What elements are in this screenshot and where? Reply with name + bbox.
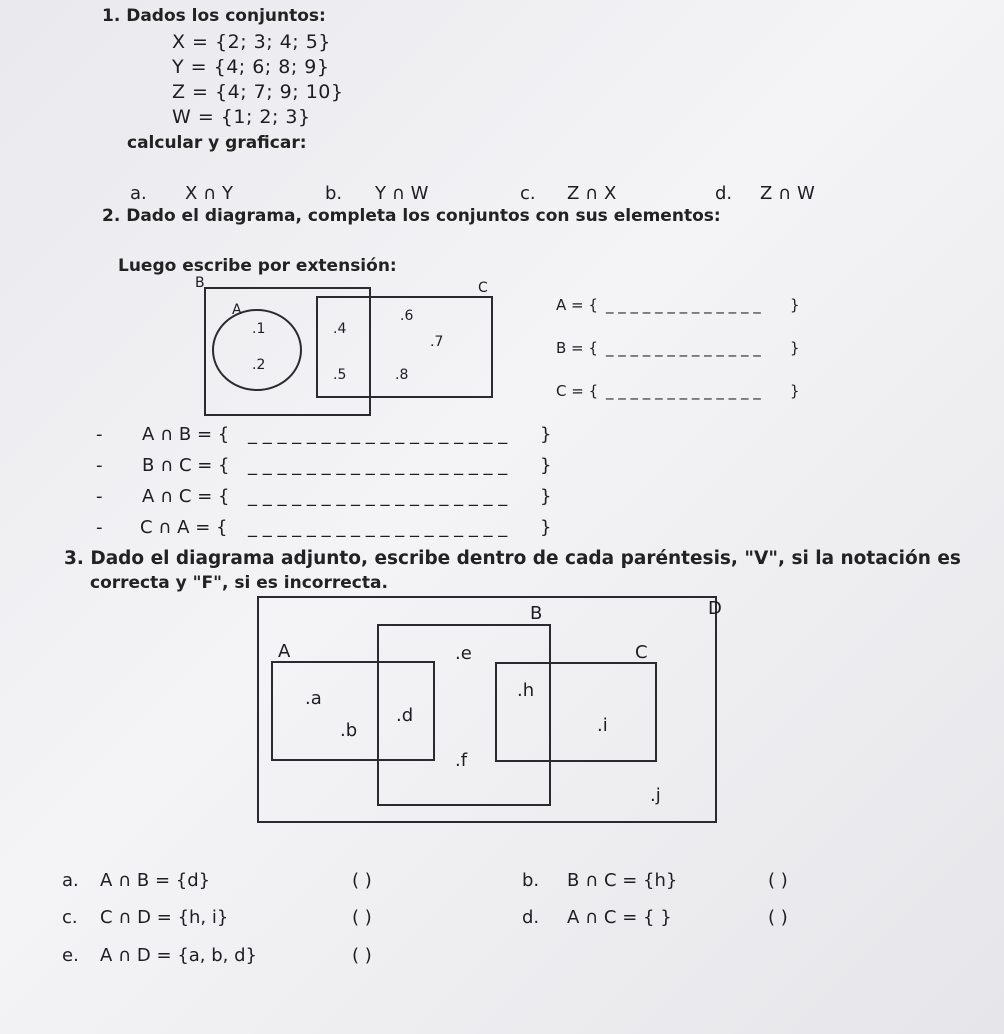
q1-item-c-expr: Z ∩ X	[567, 183, 617, 204]
venn3-label-a: A	[278, 641, 291, 662]
venn-label-a: A	[232, 302, 242, 318]
op-dash: -	[96, 424, 103, 445]
op-dash: -	[96, 455, 103, 476]
q1-item-a-expr: X ∩ Y	[185, 183, 233, 204]
set-w: W = {1; 2; 3}	[172, 106, 311, 128]
venn3-element: .i	[597, 715, 608, 736]
venn3-element: .e	[455, 643, 472, 664]
q3-heading-line1: 3. Dado el diagrama adjunto, escribe dentro de cada paréntesis, "V", si la notación es	[64, 548, 961, 569]
venn-element: .5	[333, 367, 347, 383]
venn3-element: .j	[650, 785, 661, 806]
venn-label-c: C	[478, 280, 488, 296]
venn3-element: .a	[305, 688, 322, 709]
venn3-element: .d	[396, 705, 414, 726]
venn3-label-b: B	[530, 603, 543, 624]
q1-item-d-letter: d.	[715, 183, 733, 204]
venn3-element: .f	[455, 750, 468, 771]
venn-element: .8	[395, 367, 409, 383]
op-blank[interactable]: _ _ _ _ _ _ _ _ _ _ _ _ _ _ _ _ _ _	[248, 424, 508, 445]
venn-label-b: B	[195, 275, 205, 291]
set-b-blank-line[interactable]: _ _ _ _ _ _ _ _ _ _ _ _ _	[606, 339, 761, 357]
op-expr: A ∩ B = {	[142, 424, 230, 445]
venn-element: .2	[252, 357, 266, 373]
set-c-blank-line[interactable]: _ _ _ _ _ _ _ _ _ _ _ _ _	[606, 382, 761, 400]
op-dash: -	[96, 486, 103, 507]
op-blank[interactable]: _ _ _ _ _ _ _ _ _ _ _ _ _ _ _ _ _ _	[248, 455, 508, 476]
set-a-blank-line[interactable]: _ _ _ _ _ _ _ _ _ _ _ _ _	[606, 296, 761, 314]
q1-item-a-letter: a.	[130, 183, 147, 204]
stmt-a-letter: a.	[62, 870, 79, 891]
op-blank[interactable]: _ _ _ _ _ _ _ _ _ _ _ _ _ _ _ _ _ _	[248, 486, 508, 507]
stmt-c-expr: C ∩ D = {h, i}	[100, 907, 229, 928]
set-z: Z = {4; 7; 9; 10}	[172, 81, 344, 103]
venn-element: .1	[252, 321, 266, 337]
op-blank[interactable]: _ _ _ _ _ _ _ _ _ _ _ _ _ _ _ _ _ _	[248, 517, 508, 538]
set-a-blank-close: }	[790, 296, 800, 314]
q1-item-d-expr: Z ∩ W	[760, 183, 815, 204]
stmt-a-expr: A ∩ B = {d}	[100, 870, 211, 891]
q2-heading: 2. Dado el diagrama, completa los conjuntos con sus elementos:	[102, 206, 721, 226]
q1-item-c-letter: c.	[520, 183, 536, 204]
set-a-blank-label: A = {	[556, 296, 598, 314]
stmt-c-letter: c.	[62, 907, 78, 928]
stmt-b-paren[interactable]: ( )	[768, 870, 788, 891]
set-b-blank-label: B = {	[556, 339, 598, 357]
venn-element: .6	[400, 308, 414, 324]
set-c-blank-label: C = {	[556, 382, 599, 400]
op-dash: -	[96, 517, 103, 538]
stmt-b-expr: B ∩ C = {h}	[567, 870, 678, 891]
venn3-element: .b	[340, 720, 358, 741]
venn3-label-d: D	[708, 598, 722, 619]
op-close: }	[540, 455, 552, 476]
stmt-d-letter: d.	[522, 907, 540, 928]
set-b-rect	[205, 288, 370, 415]
q1-item-b-expr: Y ∩ W	[375, 183, 429, 204]
q2-subheading: Luego escribe por extensión:	[118, 256, 397, 276]
stmt-e-expr: A ∩ D = {a, b, d}	[100, 945, 257, 966]
op-close: }	[540, 424, 552, 445]
set-d-rect	[258, 597, 716, 822]
q1-heading: 1. Dados los conjuntos:	[102, 6, 326, 26]
stmt-e-letter: e.	[62, 945, 79, 966]
stmt-c-paren[interactable]: ( )	[352, 907, 372, 928]
op-expr: A ∩ C = {	[142, 486, 230, 507]
op-close: }	[540, 486, 552, 507]
stmt-d-expr: A ∩ C = { }	[567, 907, 672, 928]
stmt-e-paren[interactable]: ( )	[352, 945, 372, 966]
set-b-blank-close: }	[790, 339, 800, 357]
set-c3-rect	[496, 663, 656, 761]
op-expr: B ∩ C = {	[142, 455, 230, 476]
set-c-blank-close: }	[790, 382, 800, 400]
venn3-label-c: C	[635, 642, 648, 663]
q3-heading-line2: correcta y "F", si es incorrecta.	[90, 573, 388, 593]
venn-element: .7	[430, 334, 444, 350]
stmt-a-paren[interactable]: ( )	[352, 870, 372, 891]
stmt-b-letter: b.	[522, 870, 540, 891]
stmt-d-paren[interactable]: ( )	[768, 907, 788, 928]
venn-element: .4	[333, 321, 347, 337]
op-close: }	[540, 517, 552, 538]
set-y: Y = {4; 6; 8; 9}	[172, 56, 330, 78]
set-x: X = {2; 3; 4; 5}	[172, 31, 331, 53]
op-expr: C ∩ A = {	[140, 517, 228, 538]
q1-instruction: calcular y graficar:	[127, 133, 307, 153]
q1-item-b-letter: b.	[325, 183, 343, 204]
venn3-element: .h	[517, 680, 535, 701]
